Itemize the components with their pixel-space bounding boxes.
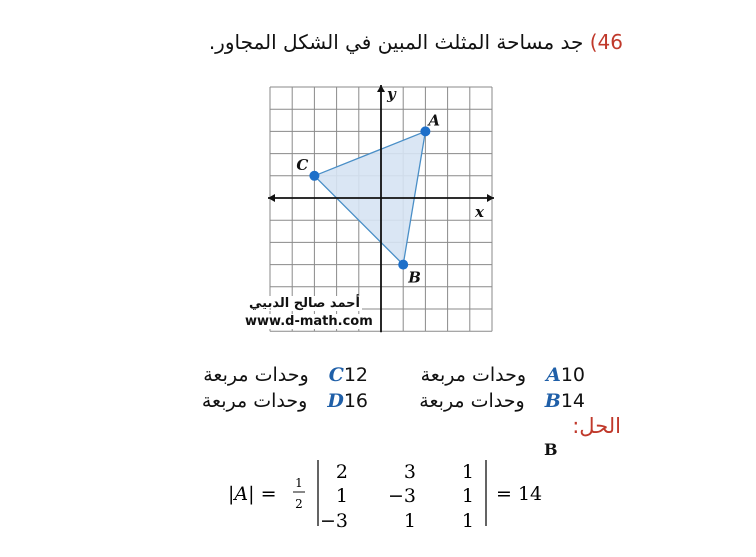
- point-b: [398, 260, 408, 270]
- formula-result: = 14: [496, 483, 543, 505]
- option-c-letter: C: [328, 364, 344, 386]
- option-d-letter: D: [327, 390, 344, 412]
- option-a-letter: A: [546, 364, 561, 386]
- matrix-cell: −3: [319, 510, 348, 532]
- option-c-text: 12 وحدات مربعة: [203, 364, 368, 386]
- matrix-cell: 1: [461, 510, 474, 532]
- matrix-cell: 3: [403, 461, 416, 483]
- matrix-cell: 1: [335, 485, 348, 507]
- determinant-formula: [228, 456, 558, 532]
- matrix-cell: 1: [461, 485, 474, 507]
- option-c[interactable]: [203, 364, 368, 386]
- fraction-numerator: 1: [295, 476, 303, 490]
- option-d[interactable]: [202, 390, 368, 412]
- matrix-cell: 2: [335, 461, 348, 483]
- fraction-denominator: 2: [295, 497, 303, 511]
- author-credit: أحمد صالح الدبيي: [249, 296, 360, 311]
- point-c-label: C: [296, 155, 309, 174]
- option-b[interactable]: [419, 390, 585, 412]
- formula-lhs: |A| =: [228, 483, 277, 505]
- option-b-letter: B: [544, 390, 561, 412]
- x-axis-label: x: [475, 203, 484, 221]
- author-website: www.d-math.com: [245, 314, 373, 329]
- option-a[interactable]: [421, 364, 585, 386]
- option-a-text: 10 وحدات مربعة: [420, 364, 585, 386]
- question-body: جد مساحة المثلث المبين في الشكل المجاور.: [208, 30, 584, 54]
- matrix-cell: −3: [387, 485, 416, 507]
- matrix-cell: 1: [403, 510, 416, 532]
- x-axis-arrow-left: [268, 194, 275, 202]
- option-d-text: 16 وحدات مربعة: [201, 390, 368, 412]
- question-text: [209, 30, 623, 54]
- matrix-cell: 1: [461, 461, 474, 483]
- solution-label: الحل:: [572, 414, 621, 438]
- point-a-label: A: [428, 111, 441, 130]
- x-axis-arrow-right: [487, 194, 494, 202]
- answer-letter: B: [544, 440, 558, 459]
- y-axis-label: y: [387, 85, 396, 103]
- point-b-label: B: [408, 268, 421, 287]
- point-c: [309, 171, 319, 181]
- question-number: 46): [589, 30, 623, 54]
- option-b-text: 14 وحدات مربعة: [419, 390, 585, 412]
- y-axis-arrow-top: [377, 85, 385, 92]
